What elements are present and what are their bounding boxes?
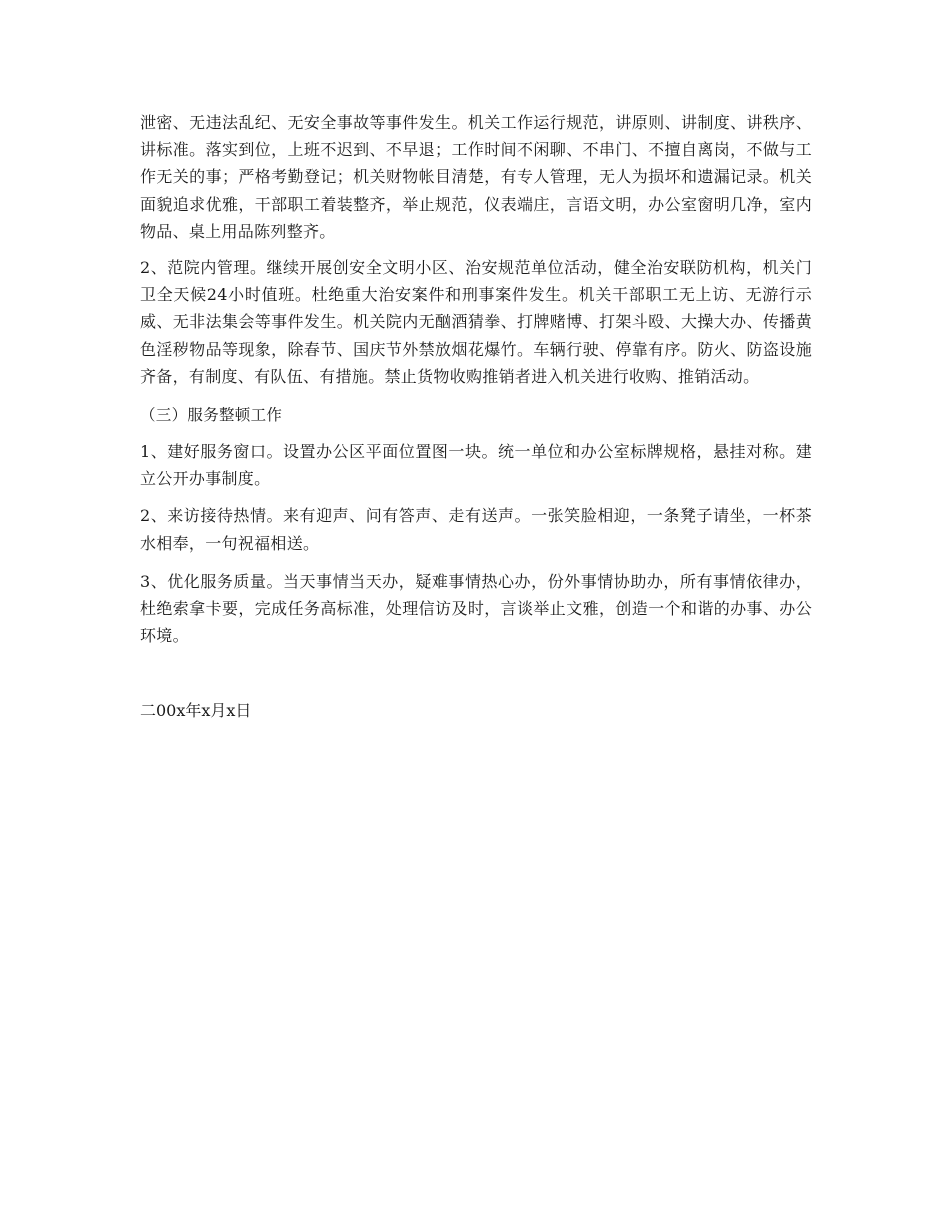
paragraph-service-window: 1、建好服务窗口。设置办公区平面位置图一块。统一单位和办公室标牌规格，悬挂对称。建立公开办事制度。 [140, 442, 812, 489]
section-heading-service: （三）服务整顿工作 [140, 406, 283, 425]
paragraph-visitor-reception: 2、来访接待热情。来有迎声、问有答声、走有送声。一张笑脸相迎，一条凳子请坐，一杯茶水相奉，一句祝福相送。 [140, 506, 812, 553]
document-page [140, 109, 812, 740]
paragraph-discipline: 泄密、无违法乱纪、无安全事故等事件发生。机关工作运行规范，讲原则、讲制度、讲秩序、讲标准。落实到位，上班不迟到、不早退；工作时间不闲聊、不串门、不擅自离岗，不做与工作无关的事；严格考勤登记；机关财物帐目清楚，有专人管理，无人为损坏和遗漏记录。机关面貌追求优雅，干部职工着装整齐，举止规范，仪表端庄，言语文明，办公室窗明几净，室内物品、桌上用品陈列整齐。 [140, 113, 812, 241]
document-date: 二00x年x月x日 [140, 701, 252, 721]
paragraph-service-quality: 3、优化服务质量。当天事情当天办，疑难事情热心办，份外事情协助办，所有事情依律办，杜绝索拿卡要，完成任务高标准，处理信访及时，言谈举止文雅，创造一个和谐的办事、办公环境。 [140, 571, 812, 646]
paragraph-compound-management: 2、范院内管理。继续开展创安全文明小区、治安规范单位活动，健全治安联防机构，机关门卫全天候24小时值班。杜绝重大治安案件和刑事案件发生。机关干部职工无上访、无游行示威、无非法集会等事件发生。机关院内无酗酒猜拳、打牌赌博、打架斗殴、大操大办、传播黄色淫秽物品等现象，除春节、国庆节外禁放烟花爆竹。车辆行驶、停靠有序。防火、防盗设施齐备，有制度、有队伍、有措施。禁止货物收购推销者进入机关进行收购、推销活动。 [140, 258, 812, 386]
